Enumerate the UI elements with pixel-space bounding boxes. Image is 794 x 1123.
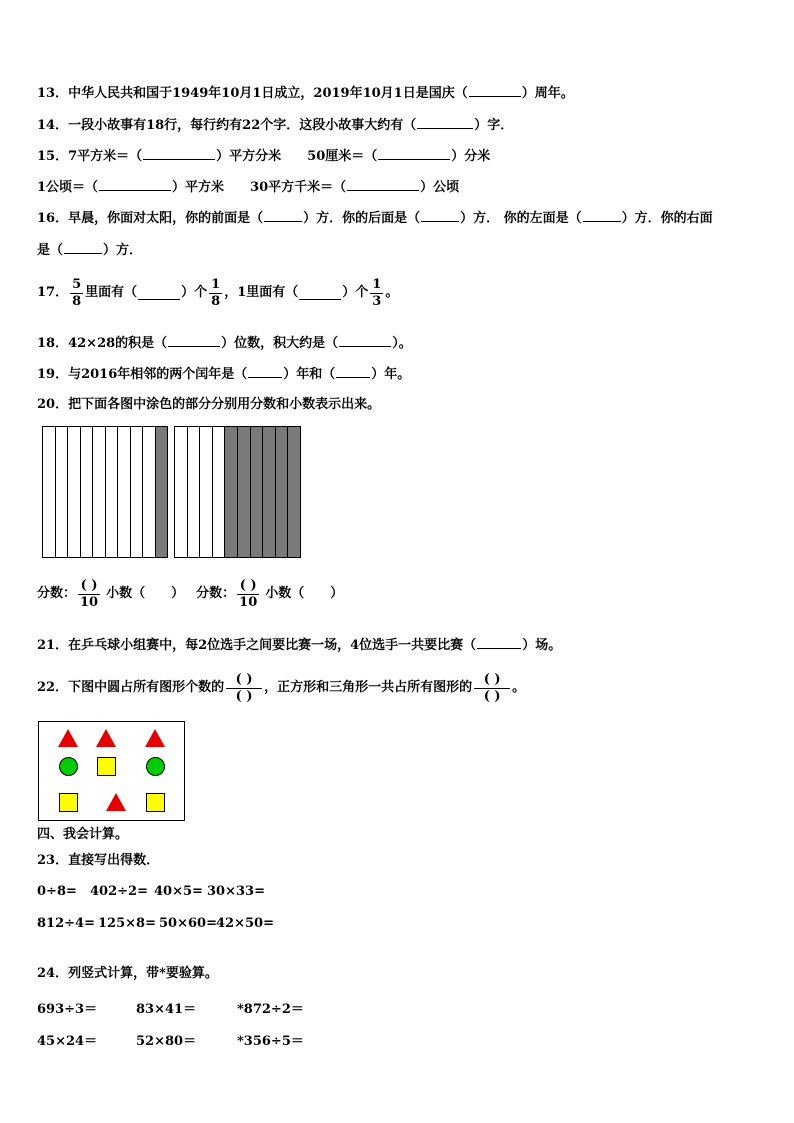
question-15-line-1: 15．7平方米＝（ ）平方分米 50厘米＝（ ）分米 [37,149,491,164]
red-triangle [58,729,78,747]
fraction: $\frac{5}{8}$ [72,276,82,309]
calc-item: *872÷2＝ [237,1002,304,1017]
answer-blank[interactable] [477,636,521,649]
answer-blank[interactable] [339,334,391,347]
calc-item: 402÷2= [90,884,148,899]
yellow-square [146,793,165,812]
blank-cell [118,427,131,557]
answer-blank[interactable] [168,334,220,347]
blank-cell [188,427,201,557]
shaded-cell [263,427,276,557]
answer-blank[interactable] [64,241,102,254]
blank-cell [56,427,69,557]
strip-figure-1 [42,426,168,558]
fraction: $\frac{1}{3}$ [372,276,382,309]
shaded-cell [225,427,238,557]
question-20: 20．把下面各图中涂色的部分分别用分数和小数表示出来。 [37,397,381,412]
question-19: 19．与2016年相邻的两个闰年是（ ）年和（ ）年。 [37,367,411,382]
blank-cell [81,427,94,557]
answer-blank[interactable] [264,209,302,222]
green-circle [59,757,78,776]
question-24-title: 24．列竖式计算，带*要验算。 [37,966,218,981]
calc-item: 125×8= [98,916,156,931]
answer-blank[interactable] [248,365,282,378]
question-16-line-2: 是（ ）方． [37,243,143,258]
blank-cell [106,427,119,557]
calc-item: 45×24＝ [37,1034,98,1049]
calc-item: 812÷4= [37,916,95,931]
calc-item: 30×33= [207,884,265,899]
answer-fraction[interactable]: $\frac{( )}{( )}$ [226,673,262,704]
shaded-cell [276,427,289,557]
section-heading: 四、我会计算。 [37,827,129,842]
question-18: 18．42×28的积是（ ）位数，积大约是（ ）。 [37,336,412,351]
blank-cell [213,427,226,557]
answer-fraction[interactable]: $\frac{( )}{10}$ [239,577,258,610]
answer-blank[interactable] [299,287,341,300]
calc-item: 693÷3＝ [37,1002,98,1017]
blank-cell [43,427,56,557]
question-15-line-2: 1公顷＝（ ）平方米 30平方千米＝（ ）公顷 [37,180,460,195]
green-circle [146,757,165,776]
calc-item: 40×5= [154,884,203,899]
answer-blank[interactable] [336,365,370,378]
blank-cell [143,427,156,557]
blank-cell [93,427,106,557]
calc-item: 83×41＝ [136,1002,197,1017]
calc-item: *356÷5＝ [237,1034,304,1049]
answer-blank[interactable] [138,287,180,300]
blank-cell [68,427,81,557]
answer-blank[interactable] [421,209,459,222]
shaded-cell [251,427,264,557]
calc-item: 50×60= [159,916,217,931]
answer-fraction[interactable]: $\frac{( )}{( )}$ [474,673,510,704]
answer-blank[interactable] [469,84,521,97]
strip-figure-2 [174,426,301,558]
red-triangle [145,729,165,747]
blank-cell [175,427,188,557]
question-14: 14．一段小故事有18行，每行约有22个字．这段小故事大约有（ ）字． [37,118,514,133]
calc-item: 42×50= [216,916,274,931]
answer-blank[interactable] [99,178,171,191]
red-triangle [106,793,126,811]
question-22: 22．下图中圆占所有图形个数的 $\frac{( )}{( )}$ ，正方形和三角形一共占所有图形的 $\frac{( )}{( )}$ 。 [37,671,526,704]
shapes-figure [38,721,185,821]
shaded-cell [288,427,300,557]
answer-blank[interactable] [583,209,621,222]
question-21: 21．在乒乓球小组赛中，每2位选手之间要比赛一场，4位选手一共要比赛（ ）场。 [37,638,562,653]
blank-cell [200,427,213,557]
blank-cell [131,427,144,557]
yellow-square [59,793,78,812]
question-23-title: 23．直接写出得数． [37,853,160,868]
question-17: 17． $\frac{5}{8}$ 里面有（ ）个 $\frac{1}{8}$ ，1里面有（ ）个 $\frac{1}{3}$ 。 [37,276,399,309]
shaded-cell [156,427,168,557]
shaded-cell [238,427,251,557]
red-triangle [96,729,116,747]
answer-blank[interactable] [347,178,419,191]
calc-item: 52×80＝ [136,1034,197,1049]
answer-blank[interactable] [378,147,450,160]
question-16-line-1: 16．早晨，你面对太阳，你的前面是（ ）方．你的后面是（ ）方． 你的左面是（ ）方．你的右面 [37,211,713,226]
yellow-square [97,757,116,776]
fraction: $\frac{1}{8}$ [211,276,221,309]
answer-fraction[interactable]: $\frac{( )}{10}$ [80,577,99,610]
answer-blank[interactable] [417,116,473,129]
answer-blank[interactable] [143,147,215,160]
question-13: 13．中华人民共和国于1949年10月1日成立，2019年10月1日是国庆（ ）周年。 [37,86,574,101]
question-20-answers: 分数： $\frac{( )}{10}$ 小数（ ） 分数： $\frac{( )}{10}$ 小数（ ） [37,577,344,610]
calc-item: 0÷8= [37,884,77,899]
